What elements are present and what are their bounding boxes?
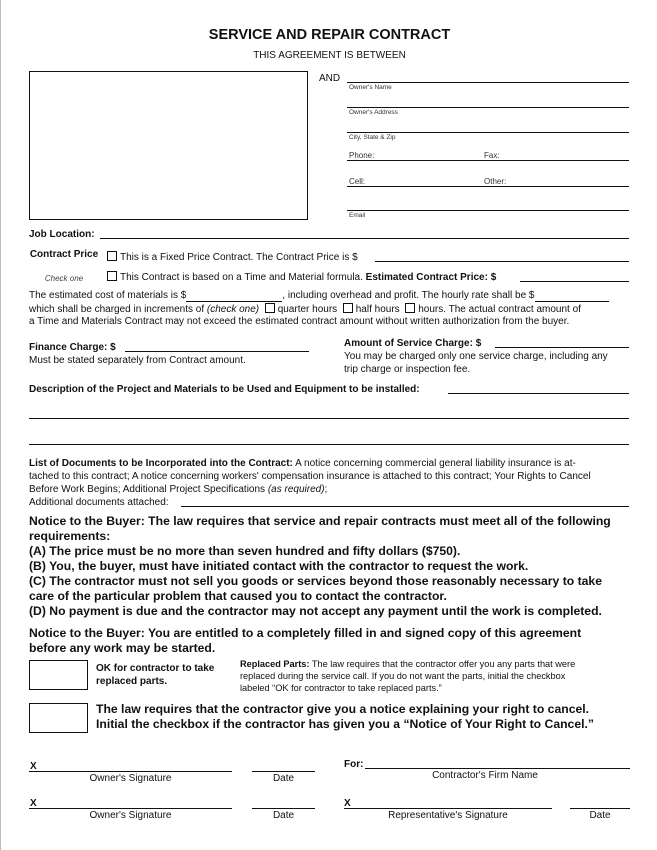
owner-date-line-1[interactable] bbox=[252, 771, 315, 772]
contractor-firm-name-line[interactable] bbox=[365, 768, 630, 769]
cancel-notice-line-2: Initial the checkbox if the contractor has given you a “Notice of Your Right to Cancel.” bbox=[96, 717, 594, 731]
documents-line-3 bbox=[29, 484, 327, 495]
documents-line-1 bbox=[29, 458, 576, 469]
replaced-parts-line-2: replaced during the service call. If you do not want the parts, initial the checkbox bbox=[240, 671, 566, 681]
contractor-info-box[interactable] bbox=[29, 71, 308, 220]
replaced-parts-initial-box[interactable] bbox=[29, 660, 88, 690]
time-material-text: This Contract is based on a Time and Material formula. bbox=[120, 272, 363, 283]
time-material-option bbox=[107, 271, 496, 283]
description-label: Description of the Project and Materials to be Used and Equipment to be installed: bbox=[29, 384, 420, 395]
documents-line-2: tached to this contract; A notice concerning workers' compensation insurance is attached to this contract; Your Rights to Cancel bbox=[29, 471, 591, 482]
description-line-2[interactable] bbox=[29, 418, 629, 419]
right-to-cancel-initial-box[interactable] bbox=[29, 703, 88, 733]
hourly-rate-text: , including overhead and profit. The hourly rate shall be $ bbox=[282, 290, 535, 301]
additional-documents-label: Additional documents attached: bbox=[29, 497, 169, 508]
increments-check-one: (check one) bbox=[206, 304, 260, 315]
owner-address-line[interactable] bbox=[347, 107, 629, 108]
documents-semicolon: ; bbox=[324, 484, 328, 495]
replaced-parts-line-3: labeled “OK for contractor to take replaced parts.” bbox=[240, 683, 442, 693]
additional-documents-line[interactable] bbox=[181, 506, 629, 507]
owner-name-line[interactable] bbox=[347, 82, 629, 83]
finance-charge-line[interactable] bbox=[125, 351, 309, 352]
quarter-hours-label: quarter hours bbox=[277, 304, 338, 315]
materials-cost-line[interactable] bbox=[186, 290, 282, 302]
finance-charge-label: Finance Charge: $ bbox=[29, 342, 116, 353]
phone-label: Phone: bbox=[349, 151, 375, 160]
finance-charge-note: Must be stated separately from Contract amount. bbox=[29, 355, 246, 366]
service-charge-label: Amount of Service Charge: $ bbox=[344, 338, 482, 349]
other-label: Other: bbox=[484, 177, 507, 186]
service-charge-note-2: trip charge or inspection fee. bbox=[344, 364, 471, 375]
owner-signature-label-2: Owner's Signature bbox=[89, 810, 172, 821]
fixed-price-amount-line[interactable] bbox=[375, 261, 629, 262]
estimated-price-label: Estimated Contract Price: $ bbox=[365, 272, 497, 283]
job-location-label: Job Location: bbox=[29, 229, 95, 240]
ok-replaced-parts-line-2: replaced parts. bbox=[96, 676, 168, 687]
materials-line-2 bbox=[29, 303, 581, 315]
fixed-price-checkbox[interactable] bbox=[107, 251, 117, 261]
representative-signature-x: X bbox=[344, 798, 351, 809]
cell-label: Cell: bbox=[349, 177, 366, 186]
check-one-label: Check one bbox=[44, 274, 84, 283]
email-line[interactable] bbox=[347, 210, 629, 211]
fax-label: Fax: bbox=[484, 151, 500, 160]
materials-cost-text: The estimated cost of materials is $ bbox=[29, 290, 187, 301]
hours-label: hours. bbox=[418, 304, 447, 315]
description-line-1[interactable] bbox=[448, 393, 629, 394]
quarter-hours-checkbox[interactable] bbox=[265, 303, 275, 313]
fixed-price-option bbox=[107, 251, 358, 263]
requirement-c-2: care of the particular problem that caused you to contact the contractor. bbox=[29, 589, 447, 603]
description-line-3[interactable] bbox=[29, 444, 629, 445]
hourly-rate-line[interactable] bbox=[535, 290, 609, 302]
actual-amount-text: The actual contract amount of bbox=[448, 304, 581, 315]
documents-as-required: (as required) bbox=[267, 484, 325, 495]
representative-date-line[interactable] bbox=[570, 808, 630, 809]
owner-signature-label-1: Owner's Signature bbox=[89, 773, 172, 784]
notice-copy-1: Notice to the Buyer: You are entitled to a completely filled in and signed copy of this agreement bbox=[29, 626, 582, 640]
phone-fax-line[interactable] bbox=[347, 160, 629, 161]
replaced-parts-label: Replaced Parts: bbox=[240, 659, 310, 669]
owner-city-line[interactable] bbox=[347, 132, 629, 133]
requirement-c-1: (C) The contractor must not sell you goods or services beyond those reasonably necessary to take bbox=[29, 574, 602, 588]
time-material-checkbox[interactable] bbox=[107, 271, 117, 281]
owner-signature-line-1[interactable] bbox=[29, 771, 232, 772]
job-location-line[interactable] bbox=[100, 238, 629, 239]
owner-signature-line-2[interactable] bbox=[29, 808, 232, 809]
requirement-b: (B) You, the buyer, must have initiated contact with the contractor to request the work. bbox=[29, 559, 529, 573]
replaced-parts-text-1: The law requires that the contractor offer you any parts that were bbox=[311, 659, 576, 669]
hours-checkbox[interactable] bbox=[405, 303, 415, 313]
contract-price-label: Contract Price bbox=[29, 249, 99, 260]
cell-other-line[interactable] bbox=[347, 186, 629, 187]
representative-date-label: Date bbox=[589, 810, 611, 821]
page-title: SERVICE AND REPAIR CONTRACT bbox=[208, 27, 451, 43]
for-label: For: bbox=[344, 759, 364, 770]
ok-replaced-parts-line-1: OK for contractor to take bbox=[96, 663, 215, 674]
estimated-price-line[interactable] bbox=[520, 281, 629, 282]
requirement-d: (D) No payment is due and the contractor may not accept any payment until the work is completed. bbox=[29, 604, 602, 618]
half-hours-label: half hours bbox=[355, 304, 400, 315]
page-subtitle: THIS AGREEMENT IS BETWEEN bbox=[253, 50, 406, 61]
increments-text: which shall be charged in increments of bbox=[29, 304, 205, 315]
replaced-parts-line-1 bbox=[240, 659, 575, 669]
owner-date-label-2: Date bbox=[272, 810, 295, 821]
contractor-firm-name-label: Contractor's Firm Name bbox=[432, 770, 538, 781]
service-charge-line[interactable] bbox=[495, 347, 629, 348]
owner-signature-x-1: X bbox=[30, 761, 37, 772]
representative-signature-label: Representative's Signature bbox=[388, 810, 508, 821]
requirement-a: (A) The price must be no more than seven hundred and fifty dollars ($750). bbox=[29, 544, 461, 558]
owner-signature-x-2: X bbox=[30, 798, 37, 809]
fixed-price-text: This is a Fixed Price Contract. The Contract Price is $ bbox=[120, 252, 358, 263]
service-charge-note-1: You may be charged only one service charge, including any bbox=[344, 351, 608, 362]
owner-date-label-1: Date bbox=[272, 773, 295, 784]
cancel-notice-line-1: The law requires that the contractor give you a notice explaining your right to cancel. bbox=[96, 702, 590, 716]
half-hours-checkbox[interactable] bbox=[343, 303, 353, 313]
and-label: AND bbox=[319, 73, 341, 84]
materials-line-1 bbox=[29, 290, 609, 302]
notice-buyer-requirements-2: requirements: bbox=[29, 529, 111, 543]
owner-name-label: Owner's Name bbox=[349, 84, 392, 91]
owner-city-label: City, State & Zip bbox=[349, 134, 396, 141]
owner-address-label: Owner's Address bbox=[349, 109, 398, 116]
materials-line-3: a Time and Materials Contract may not exceed the estimated contract amount without written authorization from the buyer. bbox=[29, 316, 570, 327]
owner-date-line-2[interactable] bbox=[252, 808, 315, 809]
email-label: Email bbox=[349, 212, 366, 219]
documents-text-3: Before Work Begins; Additional Project Specifications bbox=[29, 484, 266, 495]
documents-label: List of Documents to be Incorporated into the Contract: bbox=[29, 458, 293, 469]
notice-copy-2: before any work may be started. bbox=[29, 641, 216, 655]
notice-buyer-requirements-1: Notice to the Buyer: The law requires that service and repair contracts must meet all of the following bbox=[29, 514, 611, 528]
representative-signature-line[interactable] bbox=[344, 808, 552, 809]
documents-text-1: A notice concerning commercial general liability insurance is at- bbox=[295, 458, 576, 469]
